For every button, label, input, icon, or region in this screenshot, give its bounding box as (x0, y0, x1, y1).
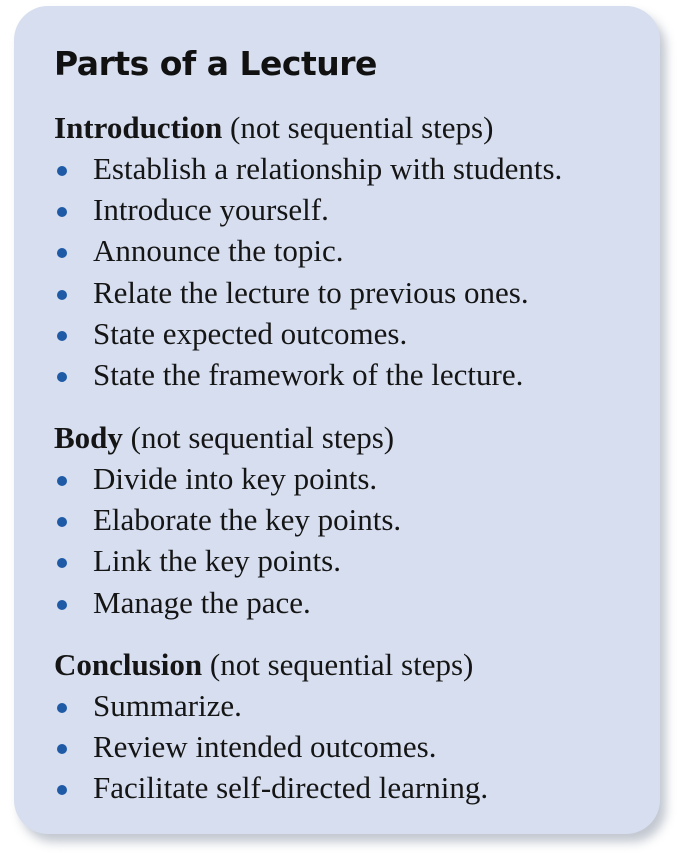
section-heading-note: (not sequential steps) (209, 647, 474, 682)
list-item (54, 688, 488, 729)
list-item-text: Introduce yourself. (93, 192, 329, 228)
list-item-text: Summarize. (93, 688, 242, 723)
section-heading (54, 110, 562, 151)
section-heading-label: Introduction (54, 110, 223, 145)
section-heading-label: Body (54, 420, 123, 455)
section-heading-note: (not sequential steps) (130, 420, 395, 455)
bullet-icon (57, 290, 67, 300)
list-item-text: Manage the pace. (93, 584, 311, 620)
list-item-text: Elaborate the key points. (93, 502, 402, 538)
section-heading-note: (not sequential steps) (230, 110, 494, 145)
list-item (54, 729, 488, 770)
list-item-text: Announce the topic. (93, 233, 344, 269)
section-heading-label: Conclusion (54, 647, 203, 682)
bullet-icon (57, 476, 67, 486)
list-item (54, 316, 562, 357)
list-item (54, 275, 562, 316)
bullet-icon (57, 372, 67, 382)
list-item (54, 461, 401, 502)
lecture-parts-card (14, 6, 660, 834)
list-item (54, 502, 401, 543)
list-item (54, 543, 401, 584)
bullet-icon (57, 517, 67, 527)
list-item (54, 770, 488, 811)
list-item-text: Facilitate self-directed learning. (93, 770, 489, 806)
card-title: Parts of a Lecture (54, 44, 377, 83)
section-heading (54, 647, 488, 688)
list-item-text: Link the key points. (93, 543, 341, 579)
section-heading (54, 420, 401, 461)
introduction-list (54, 151, 562, 398)
list-item (54, 151, 562, 192)
bullet-icon (57, 166, 67, 176)
list-item (54, 192, 562, 233)
body-list (54, 461, 401, 626)
bullet-icon (57, 600, 67, 610)
list-item-text: Review intended outcomes. (93, 729, 437, 765)
body-section (54, 420, 401, 626)
list-item (54, 585, 401, 626)
conclusion-list (54, 688, 488, 812)
bullet-icon (57, 785, 67, 795)
bullet-icon (57, 207, 67, 217)
bullet-icon (57, 248, 67, 258)
list-item (54, 233, 562, 274)
bullet-icon (57, 703, 67, 713)
bullet-icon (57, 331, 67, 341)
conclusion-section (54, 647, 488, 812)
list-item-text: Divide into key points. (93, 461, 378, 496)
list-item-text: Establish a relationship with students. (93, 151, 563, 186)
list-item-text: State expected outcomes. (93, 315, 408, 351)
introduction-section (54, 110, 562, 398)
list-item-text: Relate the lecture to previous ones. (93, 274, 529, 310)
list-item (54, 357, 562, 398)
bullet-icon (57, 744, 67, 754)
list-item-text: State the framework of the lecture. (93, 356, 524, 392)
bullet-icon (57, 558, 67, 568)
